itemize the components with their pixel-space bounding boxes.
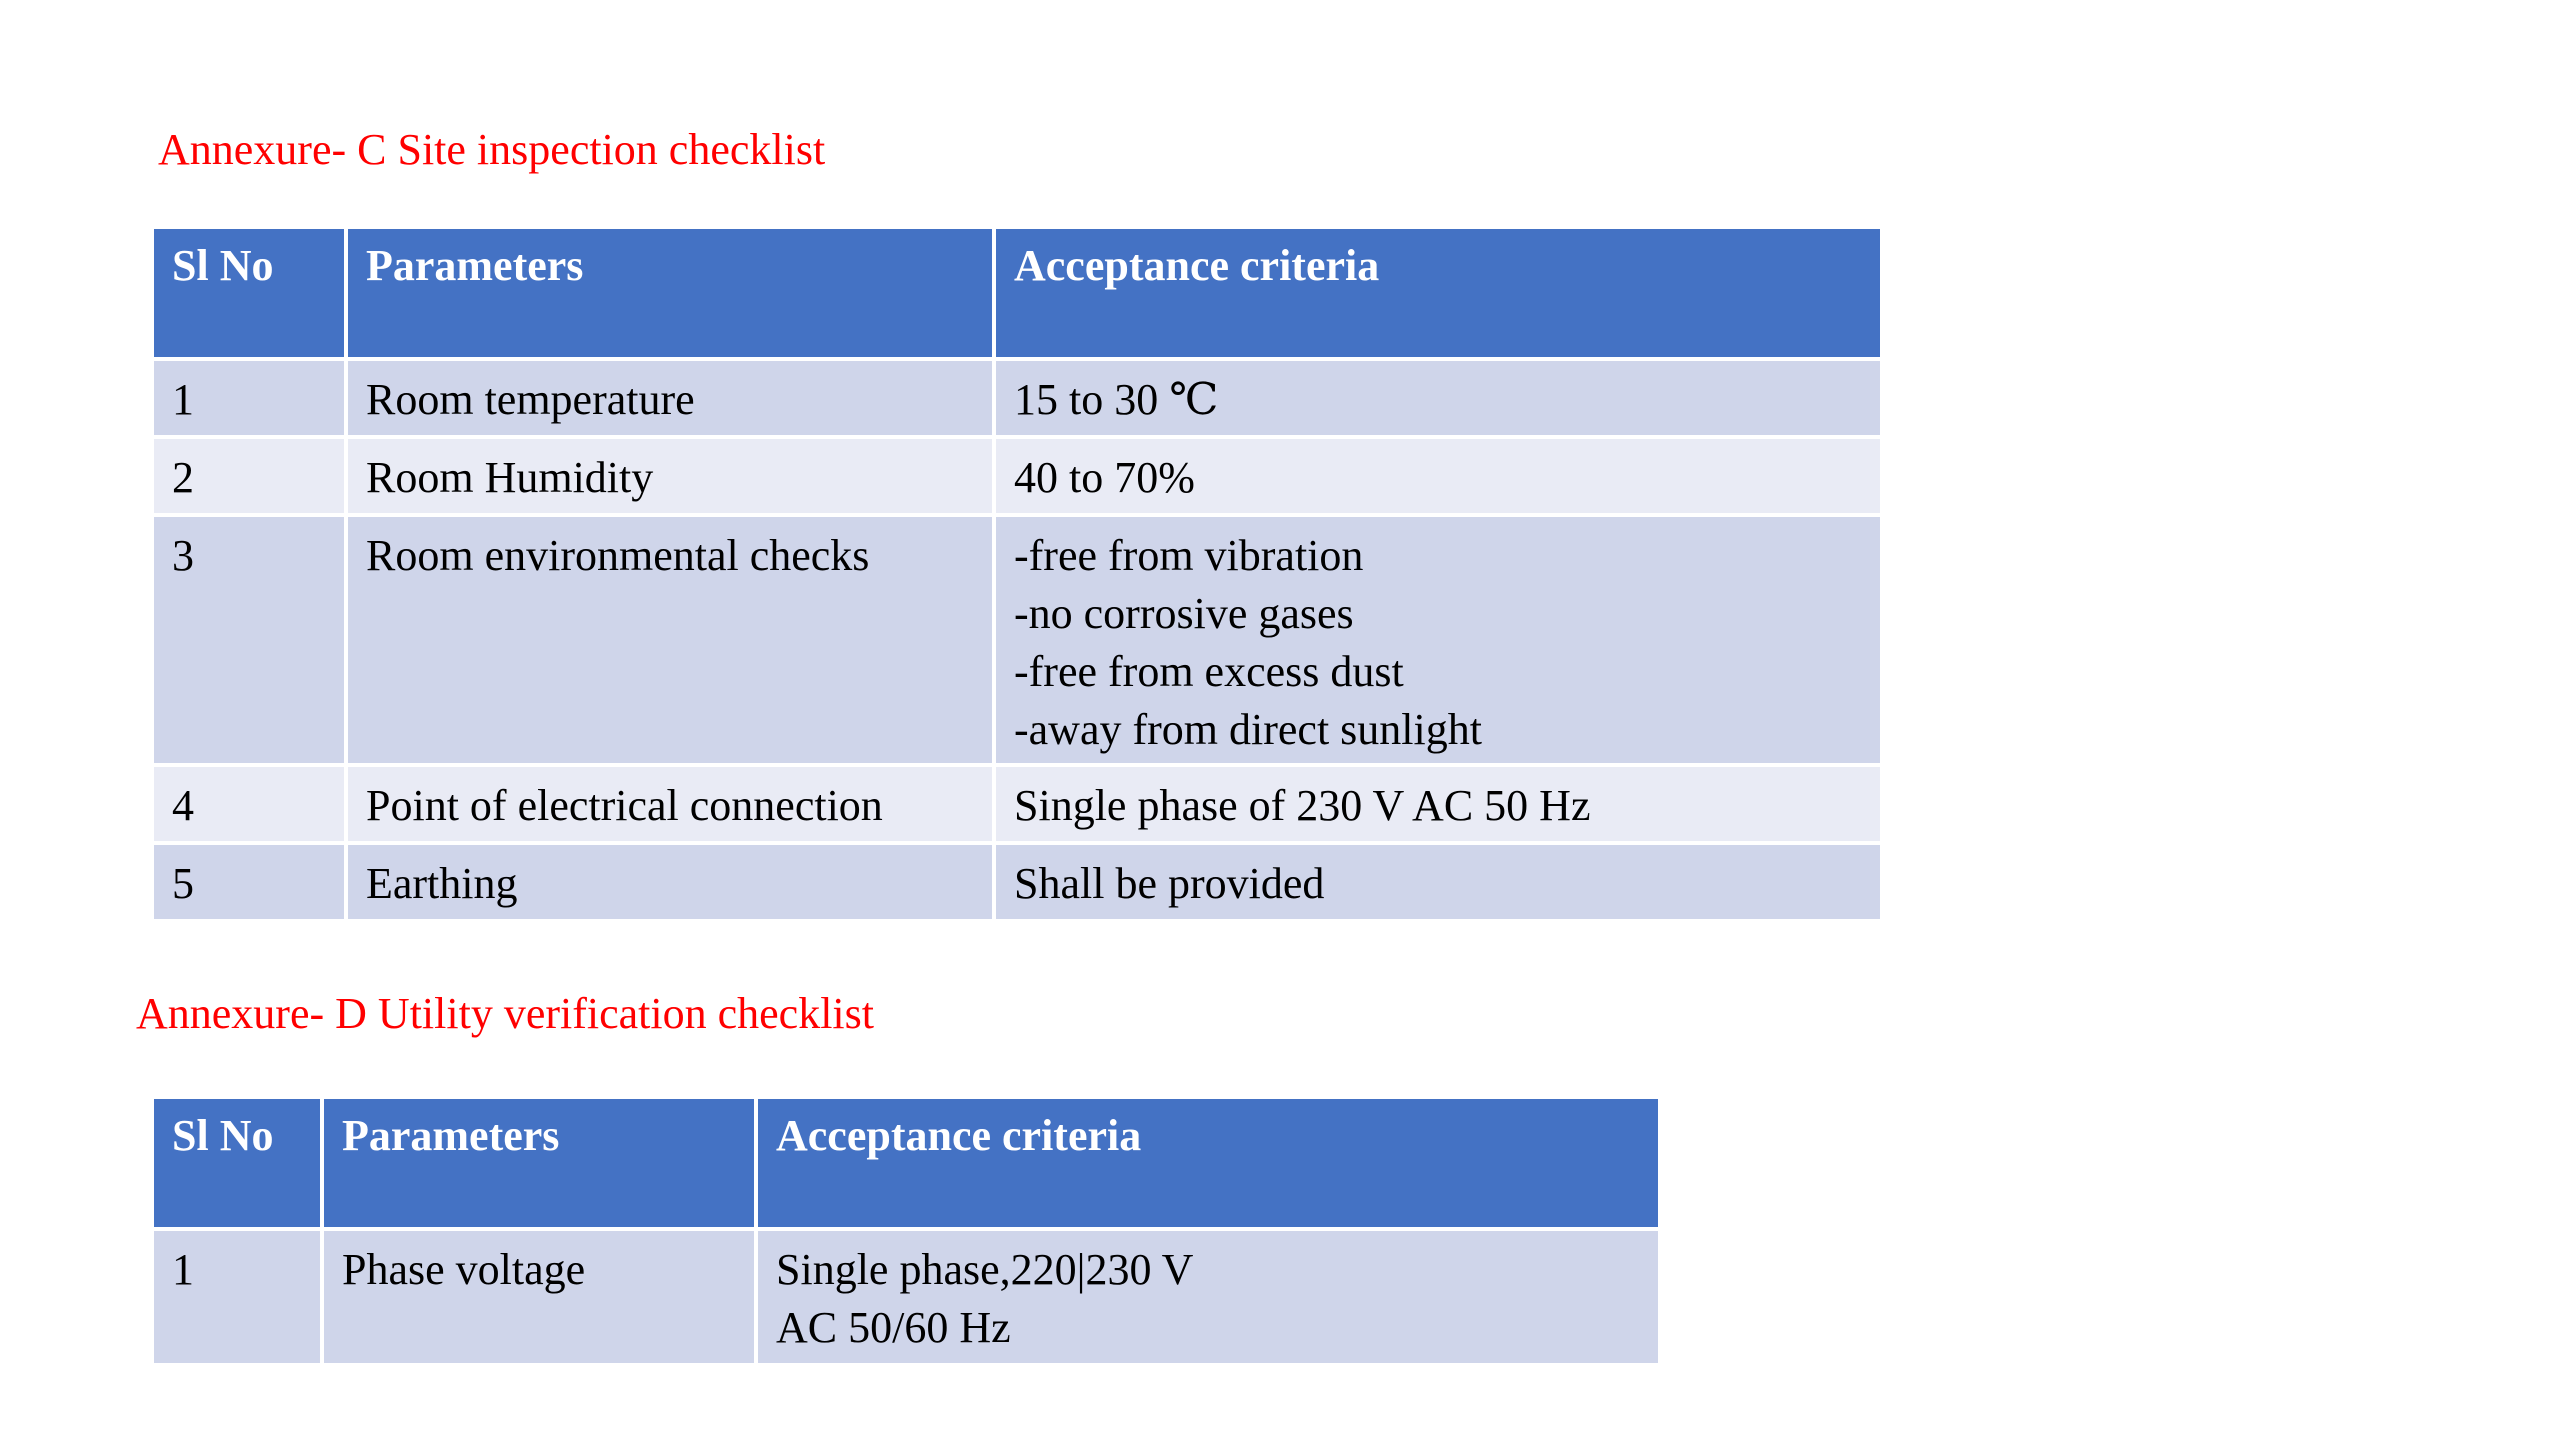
table-row	[154, 845, 1880, 919]
table-row	[154, 517, 1880, 763]
sl-no-cell: 1	[154, 1231, 320, 1363]
sl-no-cell: 3	[154, 517, 344, 763]
criteria-line: 15 to 30 ℃	[1014, 375, 1219, 424]
column-header-parameters: Parameters	[348, 229, 992, 357]
column-header-parameters: Parameters	[324, 1099, 754, 1227]
criteria-line: Single phase of 230 V AC 50 Hz	[1014, 781, 1591, 830]
criteria-line: -free from vibration	[1014, 531, 1364, 580]
criteria-line: Shall be provided	[1014, 859, 1325, 908]
sl-no-cell: 5	[154, 845, 344, 919]
parameter-cell: Room temperature	[348, 361, 992, 435]
table-header-row	[154, 1099, 1658, 1227]
criteria-cell	[996, 361, 1880, 435]
table-header-row	[154, 229, 1880, 357]
column-header-sl-no: Sl No	[154, 1099, 320, 1227]
sl-no-cell: 1	[154, 361, 344, 435]
annexure-d-title: Annexure- D Utility verification checklist	[136, 989, 874, 1038]
annexure-c-title: Annexure- C Site inspection checklist	[158, 125, 826, 174]
criteria-cell	[996, 845, 1880, 919]
table-row	[154, 439, 1880, 513]
criteria-cell	[758, 1231, 1658, 1363]
table-row	[154, 1231, 1658, 1363]
site-inspection-table	[150, 225, 1884, 923]
parameter-cell: Point of electrical connection	[348, 767, 992, 841]
column-header-acceptance-criteria: Acceptance criteria	[758, 1099, 1658, 1227]
parameter-cell: Room Humidity	[348, 439, 992, 513]
criteria-cell	[996, 439, 1880, 513]
sl-no-cell: 4	[154, 767, 344, 841]
criteria-line: Single phase,220|230 V	[776, 1245, 1194, 1294]
criteria-line: AC 50/60 Hz	[776, 1303, 1011, 1352]
criteria-line: 40 to 70%	[1014, 453, 1195, 502]
sl-no-cell: 2	[154, 439, 344, 513]
table-row	[154, 361, 1880, 435]
parameter-cell: Room environmental checks	[348, 517, 992, 763]
table-row	[154, 767, 1880, 841]
parameter-cell: Phase voltage	[324, 1231, 754, 1363]
utility-verification-table	[150, 1095, 1662, 1367]
column-header-sl-no: Sl No	[154, 229, 344, 357]
parameter-cell: Earthing	[348, 845, 992, 919]
criteria-cell	[996, 767, 1880, 841]
criteria-cell	[996, 517, 1880, 763]
column-header-acceptance-criteria: Acceptance criteria	[996, 229, 1880, 357]
criteria-line: -no corrosive gases	[1014, 589, 1354, 638]
criteria-line: -away from direct sunlight	[1014, 705, 1482, 754]
criteria-line: -free from excess dust	[1014, 647, 1404, 696]
